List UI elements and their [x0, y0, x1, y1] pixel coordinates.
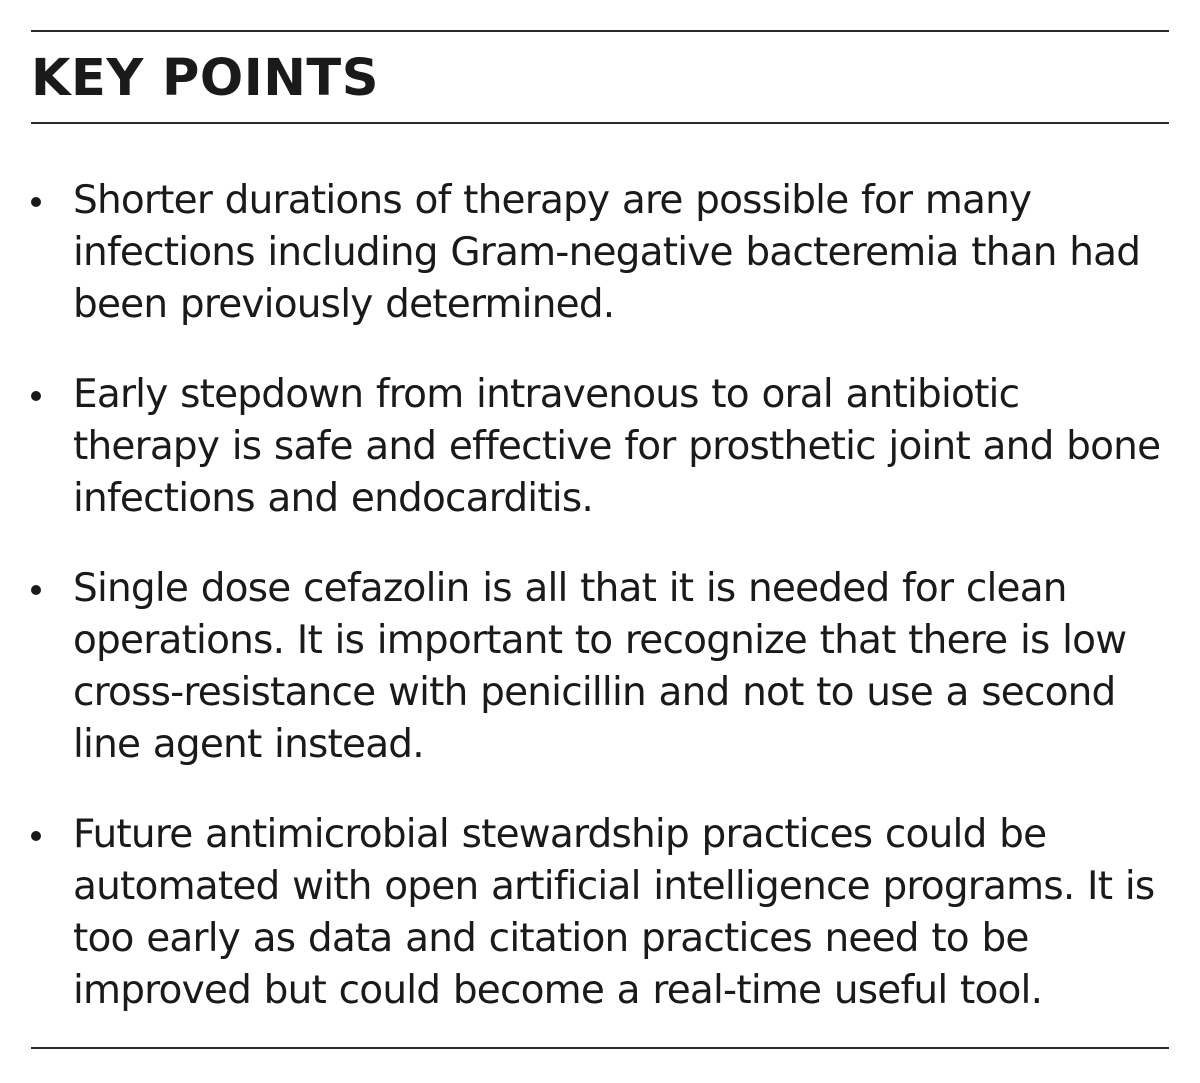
key-point-text: Early stepdown from intravenous to oral antibiotic therapy is safe and effective for prosthetic joint and bone infections and endocarditis.: [73, 372, 1161, 521]
key-points-heading: KEY POINTS: [31, 49, 379, 108]
bullet-icon: [31, 391, 41, 401]
key-point-item: [31, 809, 1166, 1017]
bottom-rule: [31, 1047, 1169, 1049]
bullet-icon: [31, 831, 41, 841]
key-point-text: Future antimicrobial stewardship practices could be automated with open artificial intelligence programs. It is too early as data and citation practices need to be improved but could become a real-time useful tool.: [73, 812, 1155, 1013]
key-point-item: [31, 175, 1166, 331]
key-point-text: Shorter durations of therapy are possible for many infections including Gram-negative bacteremia than had been previously determined.: [73, 178, 1141, 327]
key-point-item: [31, 369, 1166, 525]
key-points-list: [31, 175, 1166, 1017]
key-point-text: Single dose cefazolin is all that it is needed for clean operations. It is important to recognize that there is low cross-resistance with penicillin and not to use a second line agent instead.: [73, 566, 1127, 767]
bullet-icon: [31, 197, 41, 207]
bullet-icon: [31, 585, 41, 595]
top-rule: [31, 30, 1169, 32]
heading-rule: [31, 122, 1169, 124]
key-point-item: [31, 563, 1166, 771]
